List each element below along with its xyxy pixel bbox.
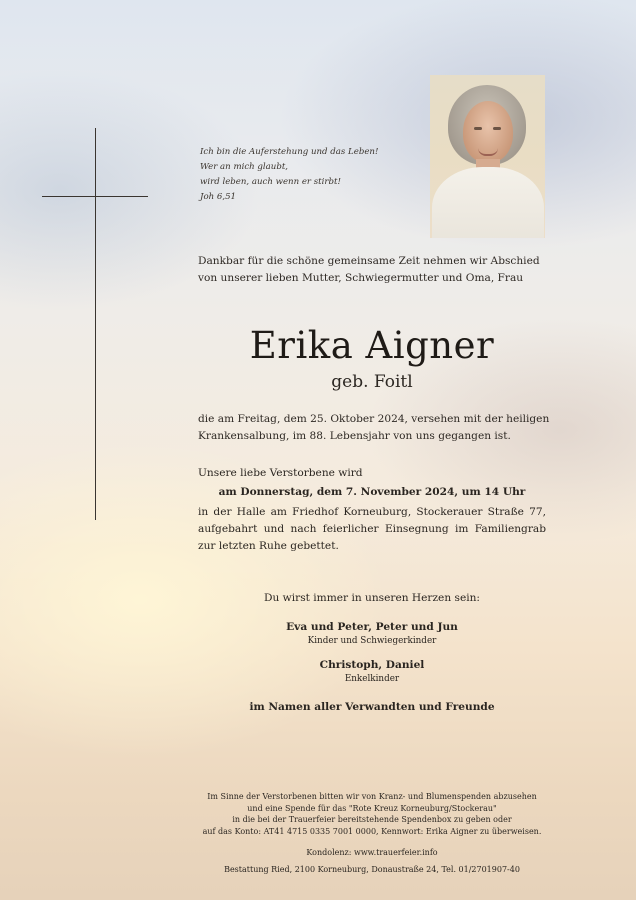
ceremony-intro: Unsere liebe Verstorbene wird bbox=[198, 467, 363, 479]
death-line: die am Freitag, dem 25. Oktober 2024, versehen mit der heiligen bbox=[198, 413, 550, 425]
death-notice bbox=[198, 411, 558, 445]
donation-request bbox=[158, 791, 586, 837]
birth-name: geb. Foitl bbox=[331, 372, 413, 392]
ceremony-line: zur letzten Ruhe gebettet. bbox=[198, 540, 339, 552]
family-names: Christoph, Daniel bbox=[319, 659, 425, 671]
family-relation: Kinder und Schwiegerkinder bbox=[307, 636, 437, 646]
ceremony-details bbox=[198, 504, 546, 555]
donation-line: auf das Konto: AT41 4715 0335 7001 0000, Kennwort: Erika Aigner zu überweisen. bbox=[202, 826, 542, 836]
farewell-intro bbox=[198, 253, 558, 287]
intro-line: von unserer lieben Mutter, Schwiegermutter und Oma, Frau bbox=[198, 272, 524, 284]
donation-line: in die bei der Trauerfeier bereitstehende Spendenbox zu geben oder bbox=[232, 815, 512, 824]
heart-message: Du wirst immer in unseren Herzen sein: bbox=[264, 592, 480, 604]
condolence-link[interactable]: Kondolenz: www.trauerfeier.info bbox=[306, 848, 438, 857]
deceased-name: Erika Aigner bbox=[249, 324, 495, 367]
donation-line: und eine Spende für das "Rote Kreuz Korneuburg/Stockerau" bbox=[247, 803, 497, 813]
verse-line: wird leben, auch wenn er stirbt! bbox=[200, 177, 341, 187]
intro-line: Dankbar für die schöne gemeinsame Zeit nehmen wir Abschied bbox=[198, 255, 540, 267]
donation-line: Im Sinne der Verstorbenen bitten wir von Kranz- und Blumenspenden abzusehen bbox=[207, 792, 537, 801]
undertaker-info: Bestattung Ried, 2100 Korneuburg, Donaustraße 24, Tel. 01/2701907-40 bbox=[224, 865, 520, 874]
verse-line: Wer an mich glaubt, bbox=[200, 162, 289, 172]
cross-vertical-bar bbox=[95, 128, 96, 520]
ceremony-line: in der Halle am Friedhof Korneuburg, Stockerauer Straße 77, bbox=[198, 506, 546, 518]
bible-verse bbox=[200, 145, 400, 205]
closing-line: im Namen aller Verwandten und Freunde bbox=[249, 701, 495, 713]
ceremony-line: aufgebahrt und nach feierlicher Einsegnung im Familiengrab bbox=[198, 523, 546, 535]
portrait-photo bbox=[430, 75, 545, 238]
cross-horizontal-bar bbox=[42, 196, 148, 197]
family-names: Eva und Peter, Peter und Jun bbox=[286, 621, 458, 633]
verse-reference: Joh 6,51 bbox=[200, 192, 237, 202]
family-relation: Enkelkinder bbox=[344, 674, 400, 684]
verse-line: Ich bin die Auferstehung und das Leben! bbox=[200, 147, 379, 157]
death-line: Krankensalbung, im 88. Lebensjahr von uns gegangen ist. bbox=[198, 430, 511, 442]
ceremony-date: am Donnerstag, dem 7. November 2024, um 14 Uhr bbox=[218, 486, 526, 498]
